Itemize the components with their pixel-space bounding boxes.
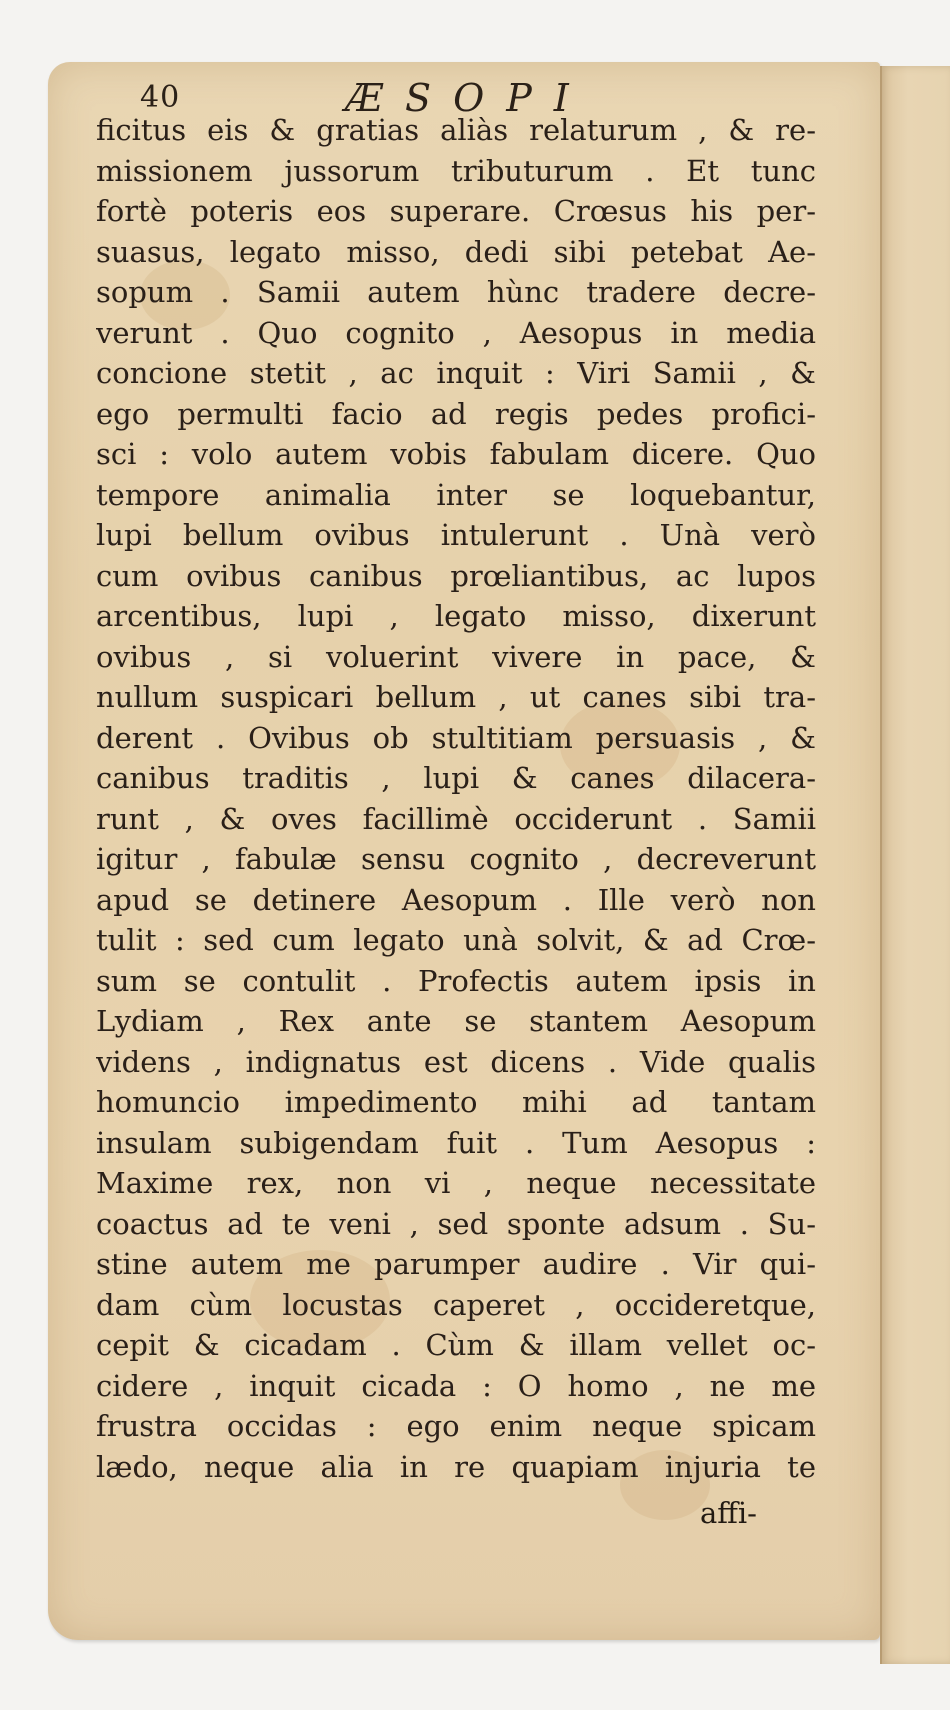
- running-title: ÆSOPI: [345, 76, 591, 120]
- text-line: sci : volo autem vobis fabulam dicere. Quo: [96, 437, 816, 471]
- text-line: ficitus eis & gratias aliàs relaturum , & re-: [96, 113, 816, 147]
- page-gutter: [880, 66, 882, 1664]
- text-line: tempore animalia inter se loquebantur,: [96, 477, 816, 512]
- text-line: derent . Ovibus ob stultitiam persuasis , &: [96, 720, 816, 755]
- text-line: Maxime rex, non vi , neque necessitate: [96, 1166, 816, 1200]
- body-text: [96, 110, 816, 1487]
- text-line: sum se contulit . Profectis autem ipsis in: [96, 963, 816, 998]
- text-line: insulam subigendam fuit . Tum Aesopus :: [96, 1125, 816, 1160]
- text-line: fortè poteris eos superare. Crœsus his per-: [96, 194, 816, 228]
- text-line: Lydiam , Rex ante se stantem Aesopum: [96, 1004, 816, 1038]
- text-line: igitur , fabulæ sensu cognito , decreverunt: [96, 842, 816, 876]
- text-line: videns , indignatus est dicens . Vide qualis: [96, 1044, 816, 1079]
- text-line: concione stetit , ac inquit : Viri Samii , &: [96, 356, 816, 390]
- text-line: nullum suspicari bellum , ut canes sibi tra-: [96, 680, 816, 714]
- text-line: verunt . Quo cognito , Aesopus in media: [96, 315, 816, 350]
- text-line: frustra occidas : ego enim neque spicam: [96, 1409, 816, 1443]
- text-line: apud se detinere Aesopum . Ille verò non: [96, 882, 816, 917]
- text-line: lupi bellum ovibus intulerunt . Unà verò: [96, 518, 816, 552]
- text-line: coactus ad te veni , sed sponte adsum . Su-: [96, 1206, 816, 1241]
- text-line: ego permulti facio ad regis pedes profici-: [96, 396, 816, 431]
- text-line: sopum . Samii autem hùnc tradere decre-: [96, 275, 816, 309]
- text-line: homuncio impedimento mihi ad tantam: [96, 1085, 816, 1119]
- text-line: stine autem me parumper audire . Vir qui-: [96, 1247, 816, 1281]
- text-line: ovibus , si voluerint vivere in pace, &: [96, 639, 816, 674]
- catchword: affi-: [700, 1496, 757, 1530]
- page-number: 40: [140, 80, 181, 115]
- text-line: missionem jussorum tributurum . Et tunc: [96, 153, 816, 188]
- text-line: cidere , inquit cicada : O homo , ne me: [96, 1368, 816, 1403]
- text-line: runt , & oves facillimè occiderunt . Samii: [96, 801, 816, 836]
- text-line: lædo, neque alia in re quapiam injuria te: [96, 1449, 816, 1484]
- text-line: cum ovibus canibus prœliantibus, ac lupos: [96, 558, 816, 593]
- text-line: tulit : sed cum legato unà solvit, & ad Crœ-: [96, 923, 816, 957]
- text-line: cepit & cicadam . Cùm & illam vellet oc-: [96, 1328, 816, 1362]
- text-line: dam cùm locustas caperet , occideretque,: [96, 1287, 816, 1322]
- text-line: suasus, legato misso, dedi sibi petebat Ae-: [96, 234, 816, 269]
- text-line: canibus traditis , lupi & canes dilacera-: [96, 761, 816, 795]
- facing-page-edge: [880, 66, 950, 1664]
- text-line: arcentibus, lupi , legato misso, dixerunt: [96, 599, 816, 633]
